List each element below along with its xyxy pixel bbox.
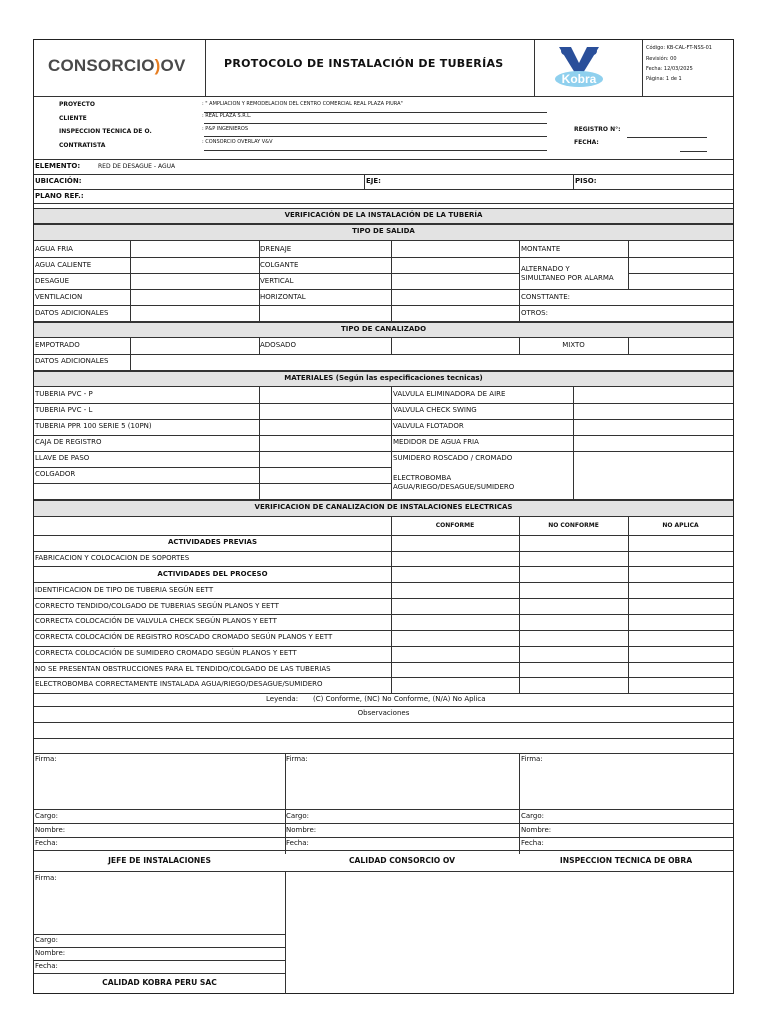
- kobra-logo: [549, 43, 609, 93]
- cargo-label-1: Cargo:: [35, 812, 59, 820]
- cargo-label-2: Cargo:: [286, 812, 310, 820]
- fecha-sign-label-3: Fecha:: [521, 839, 544, 847]
- firma-label-4: Firma:: [35, 874, 57, 882]
- inspeccion-value: : P&P INGENIEROS: [202, 126, 248, 132]
- elemento-value: RED DE DESAGUE - AGUA: [98, 163, 176, 170]
- canalizacion-title: VERIFICACION DE CANALIZACION DE INSTALACIONES ELECTRICAS: [254, 503, 513, 511]
- nombre-label-2: Nombre:: [286, 826, 317, 834]
- calidad-ov-title: CALIDAD CONSORCIO OV: [348, 856, 456, 865]
- actividad-proceso: CORRECTO TENDIDO/COLGADO DE TUBERIAS SEGÚN PLANOS Y EETT: [35, 602, 279, 610]
- form-title: PROTOCOLO DE INSTALACIÓN DE TUBERÍAS: [224, 57, 504, 70]
- fecha-field[interactable]: [680, 151, 707, 152]
- salida-datos-adicionales-label: DATOS ADICIONALES: [35, 309, 109, 317]
- observaciones-label: Observaciones: [357, 709, 410, 717]
- protocol-form: [33, 39, 734, 994]
- consorcio-ov-logo: CONSORCIO)OV: [48, 56, 186, 75]
- leyenda-value: (C) Conforme, (NC) No Conforme, (N/A) No Aplica: [313, 695, 486, 703]
- nombre-label-1: Nombre:: [35, 826, 66, 834]
- nombre-label-4: Nombre:: [35, 949, 66, 957]
- material-electrobomba: ELECTROBOMBA: [393, 474, 452, 482]
- material-tuberia-pvc-l: TUBERIA PVC - L: [35, 406, 93, 414]
- actividad-proceso: NO SE PRESENTAN OBSTRUCCIONES PARA EL TENDIDO/COLGADO DE LAS TUBERIAS: [35, 665, 331, 673]
- chevron-logo-icon: ): [154, 56, 161, 75]
- material-valvula-check: VALVULA CHECK SWING: [393, 406, 477, 414]
- contratista-value: : CONSORCIO OVERLAY V&V: [202, 139, 273, 145]
- alternado-label-2: SIMULTANEO POR ALARMA: [521, 274, 614, 282]
- cargo-label-4: Cargo:: [35, 936, 59, 944]
- cliente-label: CLIENTE: [59, 115, 87, 122]
- doc-code: Código: KB-CAL-FT-NSS-01: [646, 45, 712, 51]
- doc-page: Página: 1 de 1: [646, 76, 682, 82]
- firma-label-1: Firma:: [35, 755, 57, 763]
- fecha-label: FECHA:: [574, 139, 599, 146]
- firma-label-3: Firma:: [521, 755, 543, 763]
- nombre-label-3: Nombre:: [521, 826, 552, 834]
- svg-text:Kobra: Kobra: [561, 72, 597, 86]
- kobra-emblem-icon: [549, 43, 609, 93]
- doc-revision: Revisión: 00: [646, 56, 677, 62]
- actividad-previa: FABRICACION Y COLOCACION DE SOPORTES: [35, 554, 190, 562]
- desague-label: DESAGUE: [35, 277, 70, 285]
- tipo-salida-title: TIPO DE SALIDA: [352, 227, 415, 235]
- actividad-proceso: IDENTIFICACION DE TIPO DE TUBERIA SEGÚN EETT: [35, 586, 214, 594]
- actividad-proceso: CORRECTA COLOCACIÓN DE VALVULA CHECK SEGÚN PLANOS Y EETT: [35, 617, 277, 625]
- actividades-proceso-title: ACTIVIDADES DEL PROCESO: [157, 570, 268, 578]
- canalizado-datos-adicionales-label: DATOS ADICIONALES: [35, 357, 109, 365]
- materiales-title: MATERIALES (Según las especificaciones tecnicas): [284, 374, 483, 382]
- colgante-label: COLGANTE: [260, 261, 299, 269]
- cliente-value: : REAL PLAZA S.R.L.: [202, 113, 252, 119]
- material-colgador: COLGADOR: [35, 470, 76, 478]
- actividades-previas-title: ACTIVIDADES PREVIAS: [167, 538, 258, 546]
- material-sumidero: SUMIDERO ROSCADO / CROMADO: [393, 454, 513, 462]
- calidad-kobra-title: CALIDAD KOBRA PERU SAC: [102, 978, 217, 987]
- material-tuberia-pvc-p: TUBERIA PVC - P: [35, 390, 93, 398]
- col-no-conforme: NO CONFORME: [548, 522, 599, 529]
- ventilacion-label: VENTILACION: [35, 293, 83, 301]
- empotrado-label: EMPOTRADO: [35, 341, 80, 349]
- fecha-sign-label-1: Fecha:: [35, 839, 58, 847]
- material-tuberia-ppr: TUBERIA PPR 100 SERIE 5 (10PN): [35, 422, 152, 430]
- firma-label-2: Firma:: [286, 755, 308, 763]
- actividad-proceso: CORRECTA COLOCACIÓN DE REGISTRO ROSCADO CROMADO SEGÚN PLANOS Y EETT: [35, 633, 333, 641]
- actividad-proceso: ELECTROBOMBA CORRECTAMENTE INSTALADA AGUA/RIEGO/DESAGUE/SUMIDERO: [35, 680, 323, 688]
- constante-label: CONSTTANTE:: [521, 293, 571, 301]
- alternado-label: ALTERNADO Y: [521, 265, 570, 273]
- material-valvula-flotador: VALVULA FLOTADOR: [393, 422, 464, 430]
- registro-label: REGISTRO N°:: [574, 126, 621, 133]
- tipo-canalizado-title: TIPO DE CANALIZADO: [340, 325, 427, 333]
- elemento-label: ELEMENTO:: [35, 162, 81, 170]
- actividad-proceso: CORRECTA COLOCACIÓN DE SUMIDERO CROMADO SEGÚN PLANOS Y EETT: [35, 649, 297, 657]
- fecha-sign-label-2: Fecha:: [286, 839, 309, 847]
- proyecto-label: PROYECTO: [59, 101, 95, 108]
- ubicacion-label: UBICACIÓN:: [35, 177, 82, 185]
- mixto-label: MIXTO: [562, 341, 585, 349]
- agua-caliente-label: AGUA CALIENTE: [35, 261, 92, 269]
- material-caja-registro: CAJA DE REGISTRO: [35, 438, 102, 446]
- material-medidor: MEDIDOR DE AGUA FRIA: [393, 438, 479, 446]
- col-conforme: CONFORME: [435, 522, 475, 529]
- material-llave-paso: LLAVE DE PASO: [35, 454, 90, 462]
- piso-label: PISO:: [575, 177, 597, 185]
- agua-fria-label: AGUA FRIA: [35, 245, 73, 253]
- horizontal-label: HORIZONTAL: [260, 293, 306, 301]
- jefe-instalaciones-title: JEFE DE INSTALACIONES: [108, 856, 211, 865]
- cargo-label-3: Cargo:: [521, 812, 545, 820]
- plano-label: PLANO REF.:: [35, 192, 84, 200]
- material-electrobomba-2: AGUA/RIEGO/DESAGUE/SUMIDERO: [393, 483, 515, 491]
- adosado-label: ADOSADO: [260, 341, 296, 349]
- vertical-label: VERTICAL: [260, 277, 294, 285]
- contratista-label: CONTRATISTA: [59, 142, 106, 149]
- drenaje-label: DRENAJE: [260, 245, 292, 253]
- inspeccion-obra-title: INSPECCION TECNICA DE OBRA: [559, 856, 693, 865]
- eje-label: EJE:: [366, 177, 381, 185]
- col-no-aplica: NO APLICA: [662, 522, 699, 529]
- verif-title: VERIFICACIÓN DE LA INSTALACIÓN DE LA TUBERÍA: [284, 211, 483, 219]
- montante-label: MONTANTE: [521, 245, 561, 253]
- registro-field[interactable]: [627, 137, 707, 138]
- material-valvula-aire: VALVULA ELIMINADORA DE AIRE: [393, 390, 506, 398]
- doc-date: Fecha: 12/03/2025: [646, 66, 693, 72]
- proyecto-value: : " AMPLIACION Y REMODELACION DEL CENTRO COMERCIAL REAL PLAZA PIURA": [202, 101, 403, 107]
- leyenda-label: Leyenda:: [266, 695, 299, 703]
- inspeccion-label: INSPECCION TECNICA DE O.: [59, 128, 152, 135]
- otros-label: OTROS:: [521, 309, 548, 317]
- fecha-sign-label-4: Fecha:: [35, 962, 58, 970]
